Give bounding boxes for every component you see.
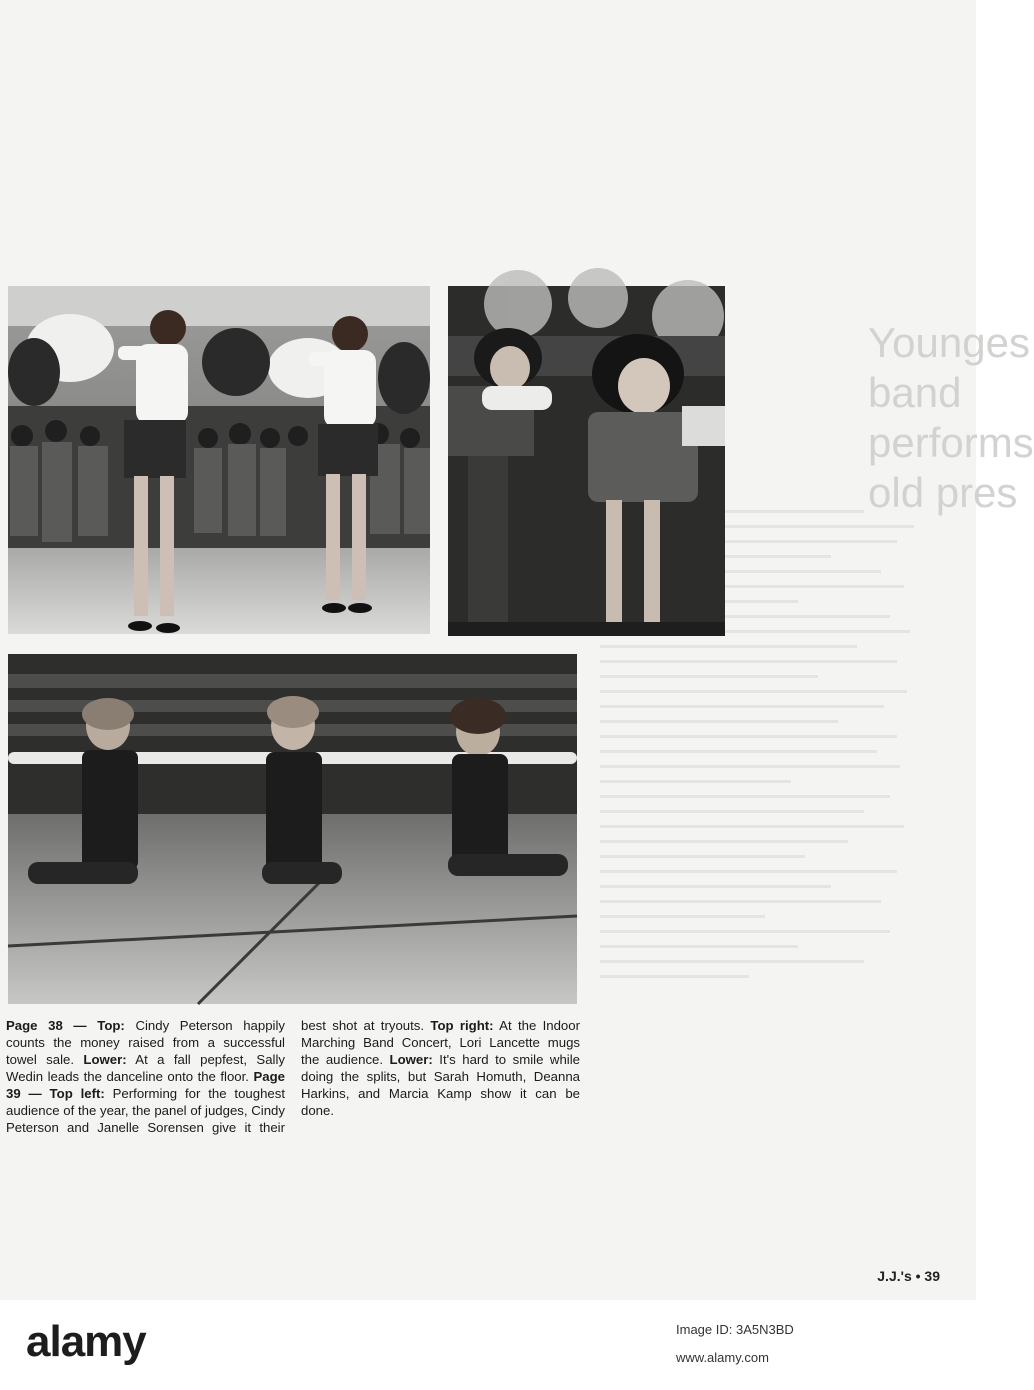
stock-logo: alamy [26, 1317, 146, 1366]
caption-text: Page 38 — Top: Cindy Peterson happily counts the money raised from a successful towel sale. Lower: At a fall pepfest, Sally Wedin leads the danceline onto the floor. Page 39 — Top left: Performing for the toughest audience of the year, the panel of judges, Cindy Peterson and Janelle Sorensen give it their best shot at tryouts. Top right: At the Indoor Marching Band Concert, Lori Lancette mugs the audience. Lower: It's hard to smile while doing the splits, but Sarah Homuth, Deanna Harkins, and Marcia Kamp show it can be done. [6, 1018, 580, 1135]
photo-top-left-tryouts [8, 286, 430, 634]
show-through-heading: Younges band performs old pres [868, 319, 1034, 516]
photo-top-right-band-concert [448, 286, 725, 636]
photo-lower-splits [8, 654, 577, 1004]
stock-url: www.alamy.com [676, 1350, 769, 1365]
stock-watermark-band [0, 1300, 976, 1390]
photo-caption [6, 1017, 580, 1136]
page-number: J.J.'s • 39 [877, 1268, 940, 1284]
image-id: Image ID: 3A5N3BD [676, 1322, 794, 1337]
